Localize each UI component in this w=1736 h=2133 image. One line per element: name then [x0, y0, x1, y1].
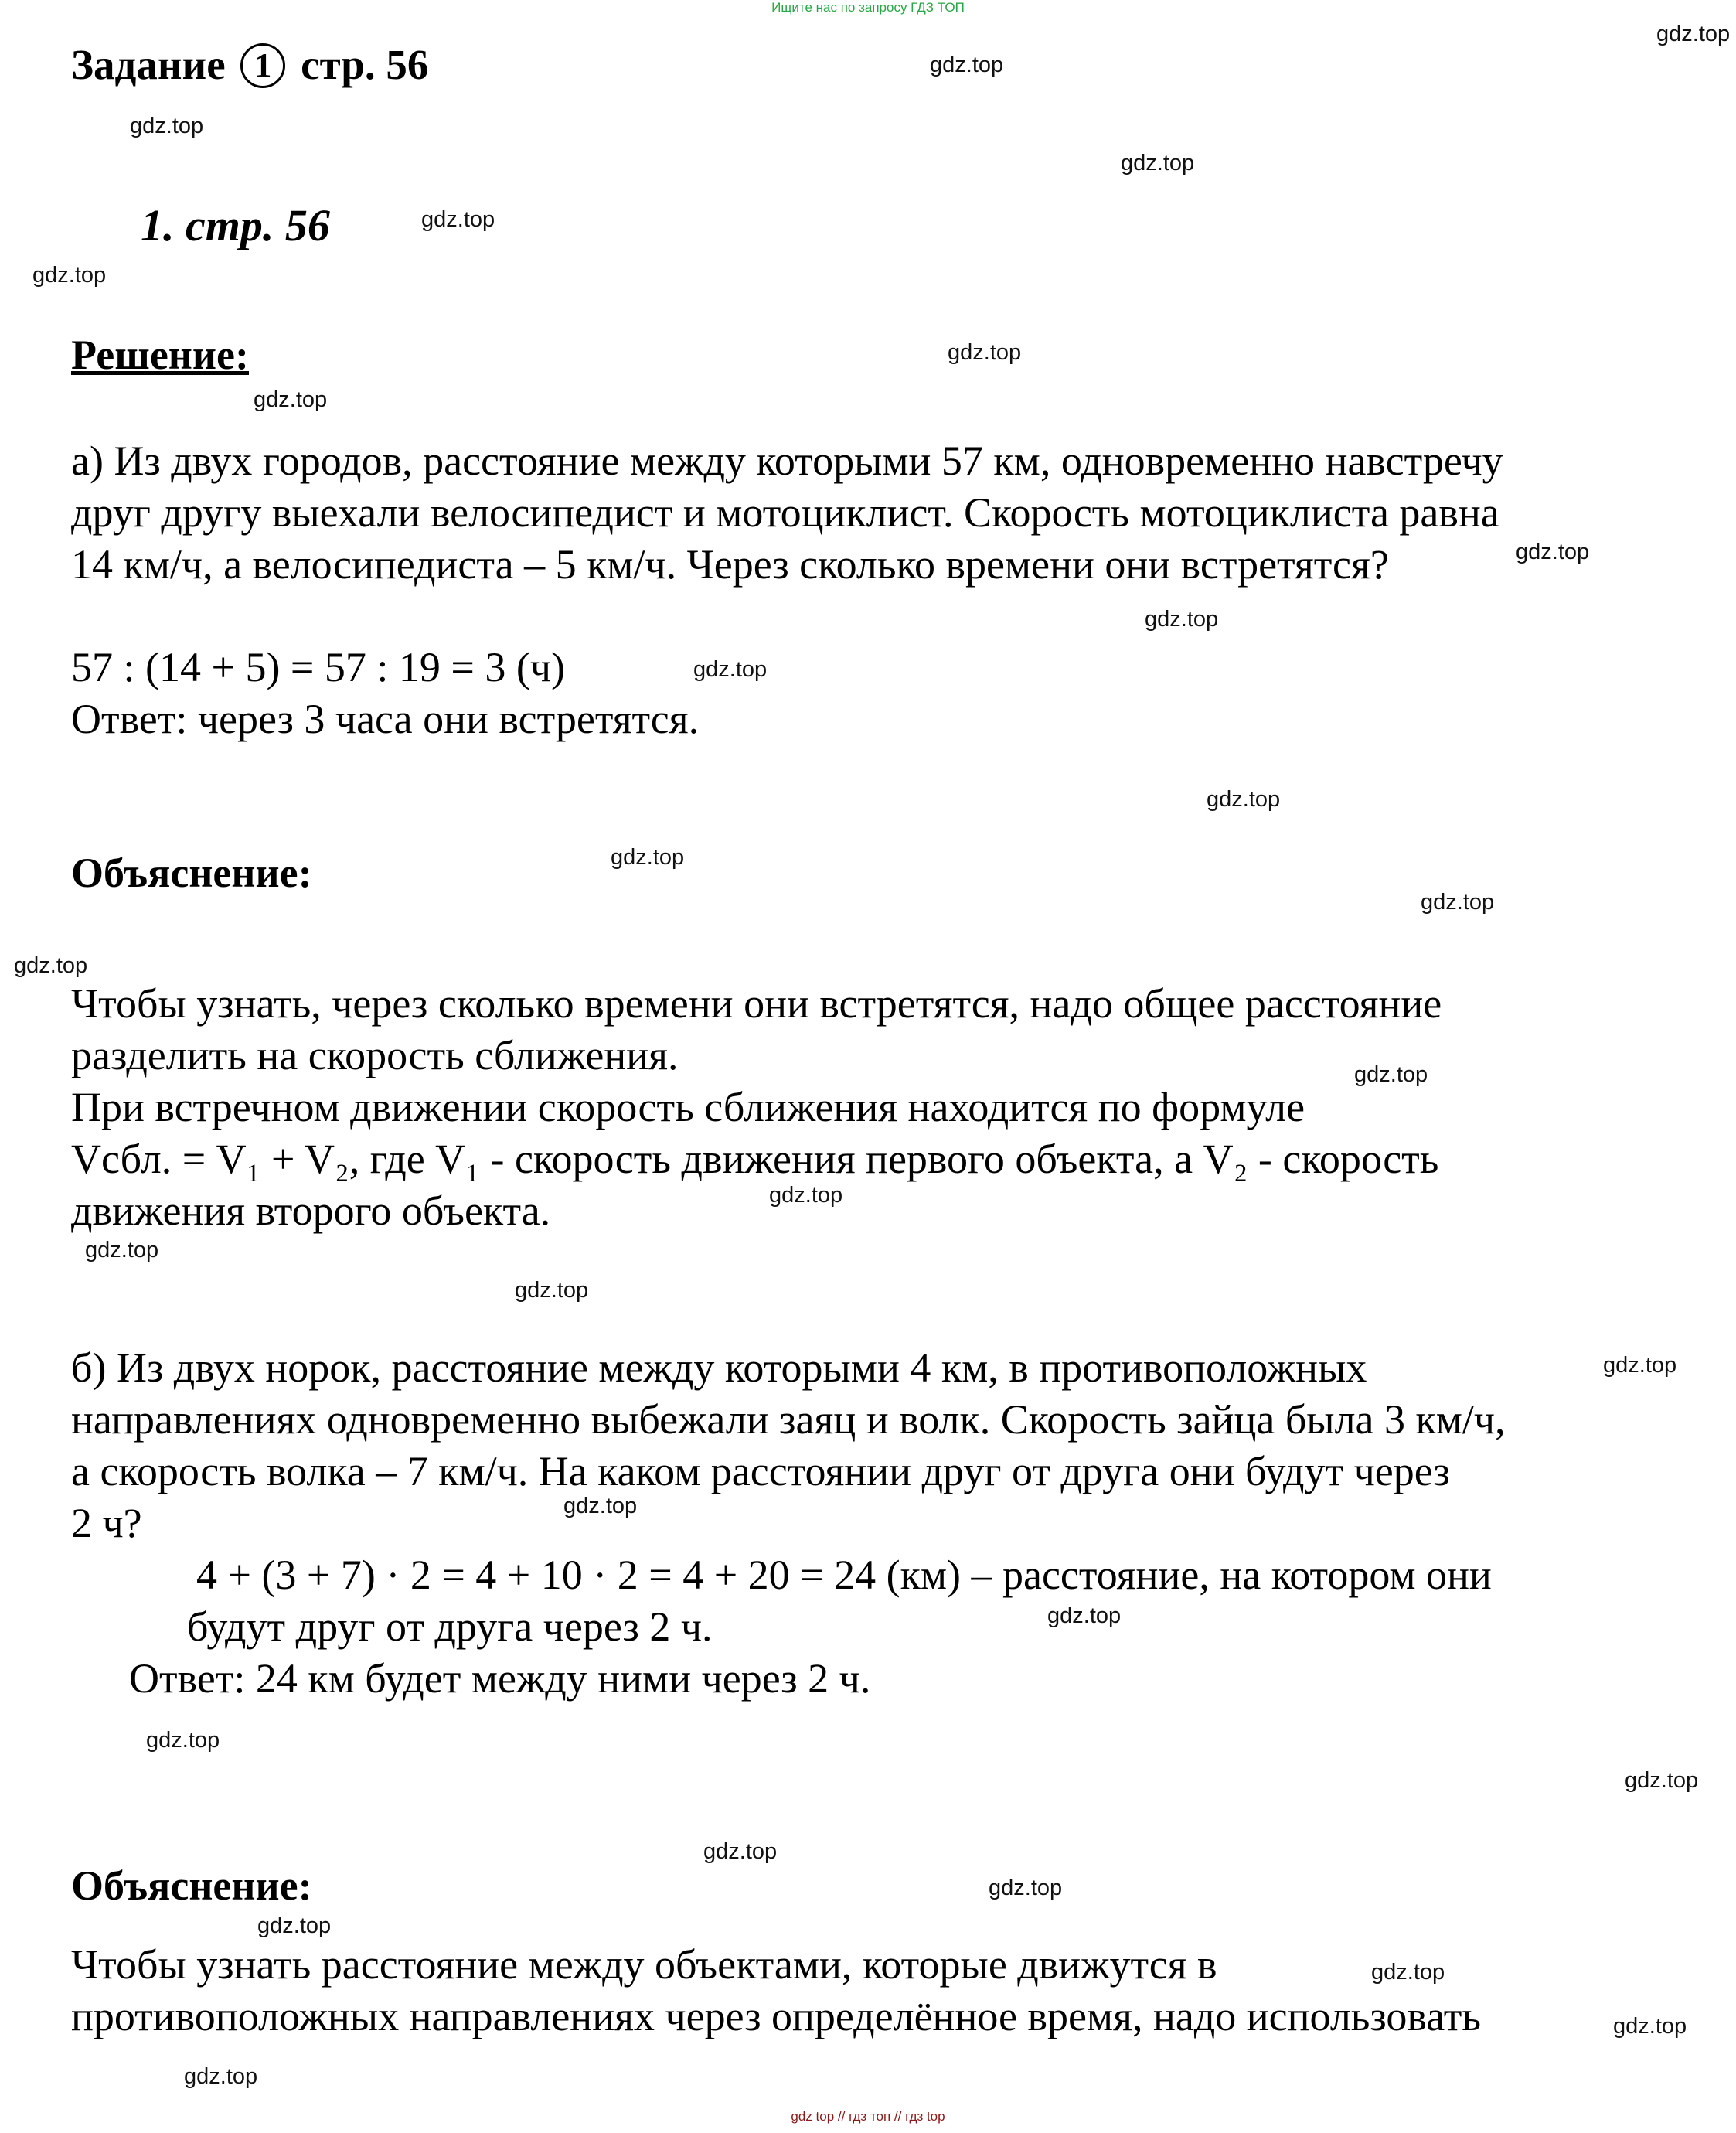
watermark: gdz.top	[693, 657, 768, 682]
explanation-a-line: Vсбл. = V₁ + V₂, где V₁ - скорость движения первого объекта, а V₂ - скорость	[71, 1136, 1439, 1182]
page-title	[71, 40, 428, 89]
explanation-a-line: Чтобы узнать, через сколько времени они встретятся, надо общее расстояние	[71, 980, 1442, 1027]
problem-a-text	[71, 435, 1503, 591]
problem-b-line: а скорость волка – 7 км/ч. На каком расстоянии друг от друга они будут через	[71, 1448, 1450, 1494]
problem-a-line: а) Из двух городов, расстояние между которыми 57 км, одновременно навстречу	[71, 438, 1503, 484]
watermark: gdz.top	[257, 1913, 332, 1938]
explanation-a-line: При встречном движении скорость сближения находится по формуле	[71, 1084, 1305, 1130]
problem-b-line: направлениях одновременно выбежали заяц и волк. Скорость зайца была 3 км/ч,	[71, 1396, 1506, 1443]
explanation-b-line: противоположных направлениях через определённое время, надо использовать	[71, 1993, 1482, 2039]
watermark: gdz.top	[421, 207, 495, 232]
watermark: gdz.top	[563, 1494, 638, 1518]
explanation-a-text	[71, 978, 1442, 1237]
problem-b-text	[71, 1342, 1506, 1549]
watermark: gdz.top	[1603, 1353, 1677, 1378]
problem-b-line: 2 ч?	[71, 1500, 142, 1546]
problem-a-calc: 57 : (14 + 5) = 57 : 19 = 3 (ч)	[71, 644, 565, 690]
problem-b-answer: Ответ: 24 км будет между ними через 2 ч.	[129, 1655, 871, 1702]
watermark: gdz.top	[14, 953, 88, 978]
watermark: gdz.top	[1656, 22, 1731, 46]
watermark: gdz.top	[1047, 1603, 1122, 1628]
watermark: gdz.top	[1625, 1768, 1699, 1793]
watermark: gdz.top	[1207, 787, 1281, 812]
watermark: gdz.top	[769, 1183, 843, 1208]
watermark: gdz.top	[611, 845, 685, 870]
watermark: gdz.top	[85, 1238, 159, 1262]
subtitle: 1. стр. 56	[141, 200, 330, 250]
watermark: gdz.top	[930, 53, 1004, 77]
watermark: gdz.top	[130, 114, 204, 138]
watermark: gdz.top	[703, 1839, 778, 1864]
solution-heading: Решение:	[71, 332, 249, 378]
title-suffix: стр. 56	[301, 41, 429, 88]
problem-a-answer: Ответ: через 3 часа они встретятся.	[71, 696, 700, 742]
watermark: gdz.top	[948, 340, 1022, 365]
problem-a-line: 14 км/ч, а велосипедиста – 5 км/ч. Через сколько времени они встретятся?	[71, 541, 1389, 588]
watermark: gdz.top	[989, 1876, 1063, 1900]
task-number-badge: 1	[240, 43, 285, 88]
problem-a-line: друг другу выехали велосипедист и мотоциклист. Скорость мотоциклиста равна	[71, 489, 1499, 536]
explanation-b-text	[71, 1939, 1481, 2043]
problem-a-solution	[71, 642, 699, 745]
watermark: gdz.top	[1121, 151, 1195, 175]
problem-b-line: б) Из двух норок, расстояние между которыми 4 км, в противоположных	[71, 1344, 1367, 1391]
problem-b-calc-line-2: будут друг от друга через 2 ч.	[187, 1603, 713, 1650]
watermark: gdz.top	[1145, 607, 1219, 632]
title-prefix: Задание	[71, 41, 226, 88]
header-note[interactable]: Ищите нас по запросу ГДЗ ТОП	[771, 0, 965, 15]
watermark: gdz.top	[515, 1278, 589, 1303]
watermark: gdz.top	[32, 263, 107, 288]
explanation-b-heading: Объяснение:	[71, 1862, 312, 1909]
watermark: gdz.top	[146, 1728, 220, 1753]
explanation-a-line: движения второго объекта.	[71, 1187, 551, 1234]
explanation-a-heading: Объяснение:	[71, 850, 312, 896]
explanation-b-line: Чтобы узнать расстояние между объектами, которые движутся в	[71, 1941, 1217, 1988]
watermark: gdz.top	[1613, 2014, 1687, 2039]
watermark: gdz.top	[184, 2064, 258, 2089]
watermark: gdz.top	[1516, 540, 1590, 564]
watermark: gdz.top	[254, 387, 328, 412]
watermark: gdz.top	[1371, 1960, 1445, 1985]
problem-b-calc-line-1: 4 + (3 + 7) · 2 = 4 + 10 · 2 = 4 + 20 = 24 (км) – расстояние, на котором они	[196, 1552, 1492, 1598]
footer-note[interactable]: gdz top // гдз топ // гдз top	[791, 2109, 945, 2124]
explanation-a-line: разделить на скорость сближения.	[71, 1032, 679, 1078]
watermark: gdz.top	[1354, 1062, 1428, 1087]
watermark: gdz.top	[1421, 890, 1495, 915]
